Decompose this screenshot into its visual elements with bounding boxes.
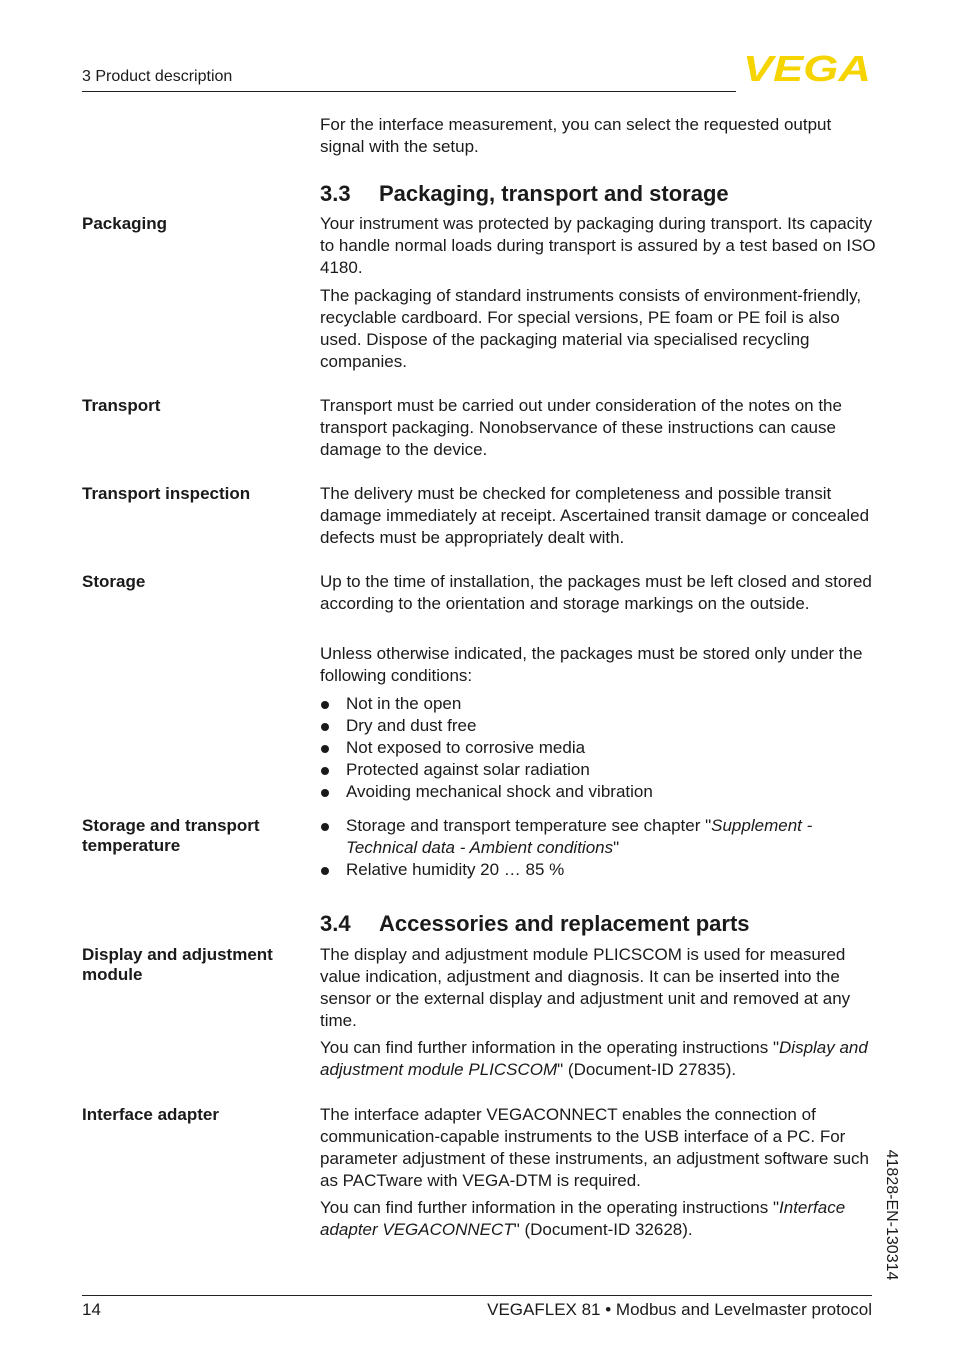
vega-logo (742, 52, 872, 84)
packaging-paragraph-2: The packaging of standard instruments consists of environment-friendly, recyclable cardboard. For special versions, PE foam or PE foil is also used. Dispose of the packaging material via specialised recycling companies. (320, 286, 862, 371)
text: " (613, 838, 620, 857)
storage-paragraph-2: Unless otherwise indicated, the packages must be stored only under the following conditions: (320, 644, 863, 685)
page-number: 14 (82, 1300, 101, 1319)
document-reference: Interface adapter VEGACONNECT (320, 1198, 846, 1239)
label-display-module: Display and adjustment module (82, 945, 273, 984)
list-item: Protected against solar radiation (320, 759, 876, 781)
display-module-paragraph-2 (320, 1037, 876, 1081)
storage-paragraph-1: Up to the time of installation, the packages must be left closed and stored according to the orientation and storage markings on the outside. (320, 572, 872, 613)
interface-adapter-paragraph-2 (320, 1197, 876, 1241)
text: Storage and transport temperature see chapter " (346, 816, 712, 835)
header-section-title: 3 Product description (82, 68, 233, 85)
label-transport-inspection: Transport inspection (82, 484, 251, 503)
document-id-vertical (876, 1140, 906, 1290)
transport-paragraph: Transport must be carried out under consideration of the notes on the transport packaging. Nonobservance of these instructions can cause damage to the device. (320, 396, 842, 459)
section-3-4-heading (320, 911, 750, 937)
packaging-paragraph-1: Your instrument was protected by packaging during transport. Its capacity to handle normal loads during transport is assured by a test based on ISO 4180. (320, 214, 876, 277)
header-rule (82, 91, 736, 92)
document-id: 41828-EN-130314 (883, 1149, 900, 1281)
list-item: Not in the open (320, 693, 876, 715)
section-number: 3.3 (320, 181, 351, 206)
section-title: Packaging, transport and storage (379, 181, 729, 206)
transport-inspection-paragraph: The delivery must be checked for completeness and possible transit damage immediately at receipt. Ascertained transit damage or concealed defects must be appropriately dealt with. (320, 484, 870, 547)
text: You can find further information in the operating instructions " (320, 1198, 780, 1217)
label-transport: Transport (82, 396, 161, 415)
text: " (Document-ID 27835). (557, 1060, 737, 1079)
list-item: Not exposed to corrosive media (320, 737, 876, 759)
list-item: Avoiding mechanical shock and vibration (320, 781, 876, 803)
footer-rule (82, 1295, 872, 1296)
label-storage-temperature: Storage and transport temperature (82, 816, 260, 855)
list-item: Relative humidity 20 … 85 % (320, 859, 876, 881)
interface-adapter-paragraph-1: The interface adapter VEGACONNECT enables the connection of communication-capable instruments to the USB interface of a PC. For parameter adjustment of these instruments, an adjustment software such as PACTware with VEGA-DTM is required. (320, 1105, 869, 1190)
label-interface-adapter: Interface adapter (82, 1105, 219, 1124)
logo-wordmark: VEGA (743, 52, 871, 84)
display-module-paragraph-1: The display and adjustment module PLICSCOM is used for measured value indication, adjustment and diagnosis. It can be inserted into the sensor or the external display and adjustment unit and removed at any time. (320, 945, 851, 1030)
intro-paragraph: For the interface measurement, you can select the requested output signal with the setup. (320, 115, 832, 156)
text: " (Document-ID 32628). (513, 1220, 693, 1239)
storage-conditions-list (320, 693, 876, 803)
chapter-reference: Supplement - Technical data - Ambient conditions (346, 816, 813, 857)
label-packaging: Packaging (82, 214, 168, 233)
footer-document-title: VEGAFLEX 81 • Modbus and Levelmaster protocol (487, 1300, 872, 1319)
section-title: Accessories and replacement parts (379, 911, 750, 936)
text: You can find further information in the operating instructions " (320, 1038, 780, 1057)
list-item: Dry and dust free (320, 715, 876, 737)
storage-temperature-list (320, 815, 876, 881)
section-number: 3.4 (320, 911, 351, 936)
label-storage: Storage (82, 572, 146, 591)
document-reference: Display and adjustment module PLICSCOM (320, 1038, 868, 1079)
section-3-3-heading (320, 181, 729, 207)
list-item (320, 815, 876, 859)
